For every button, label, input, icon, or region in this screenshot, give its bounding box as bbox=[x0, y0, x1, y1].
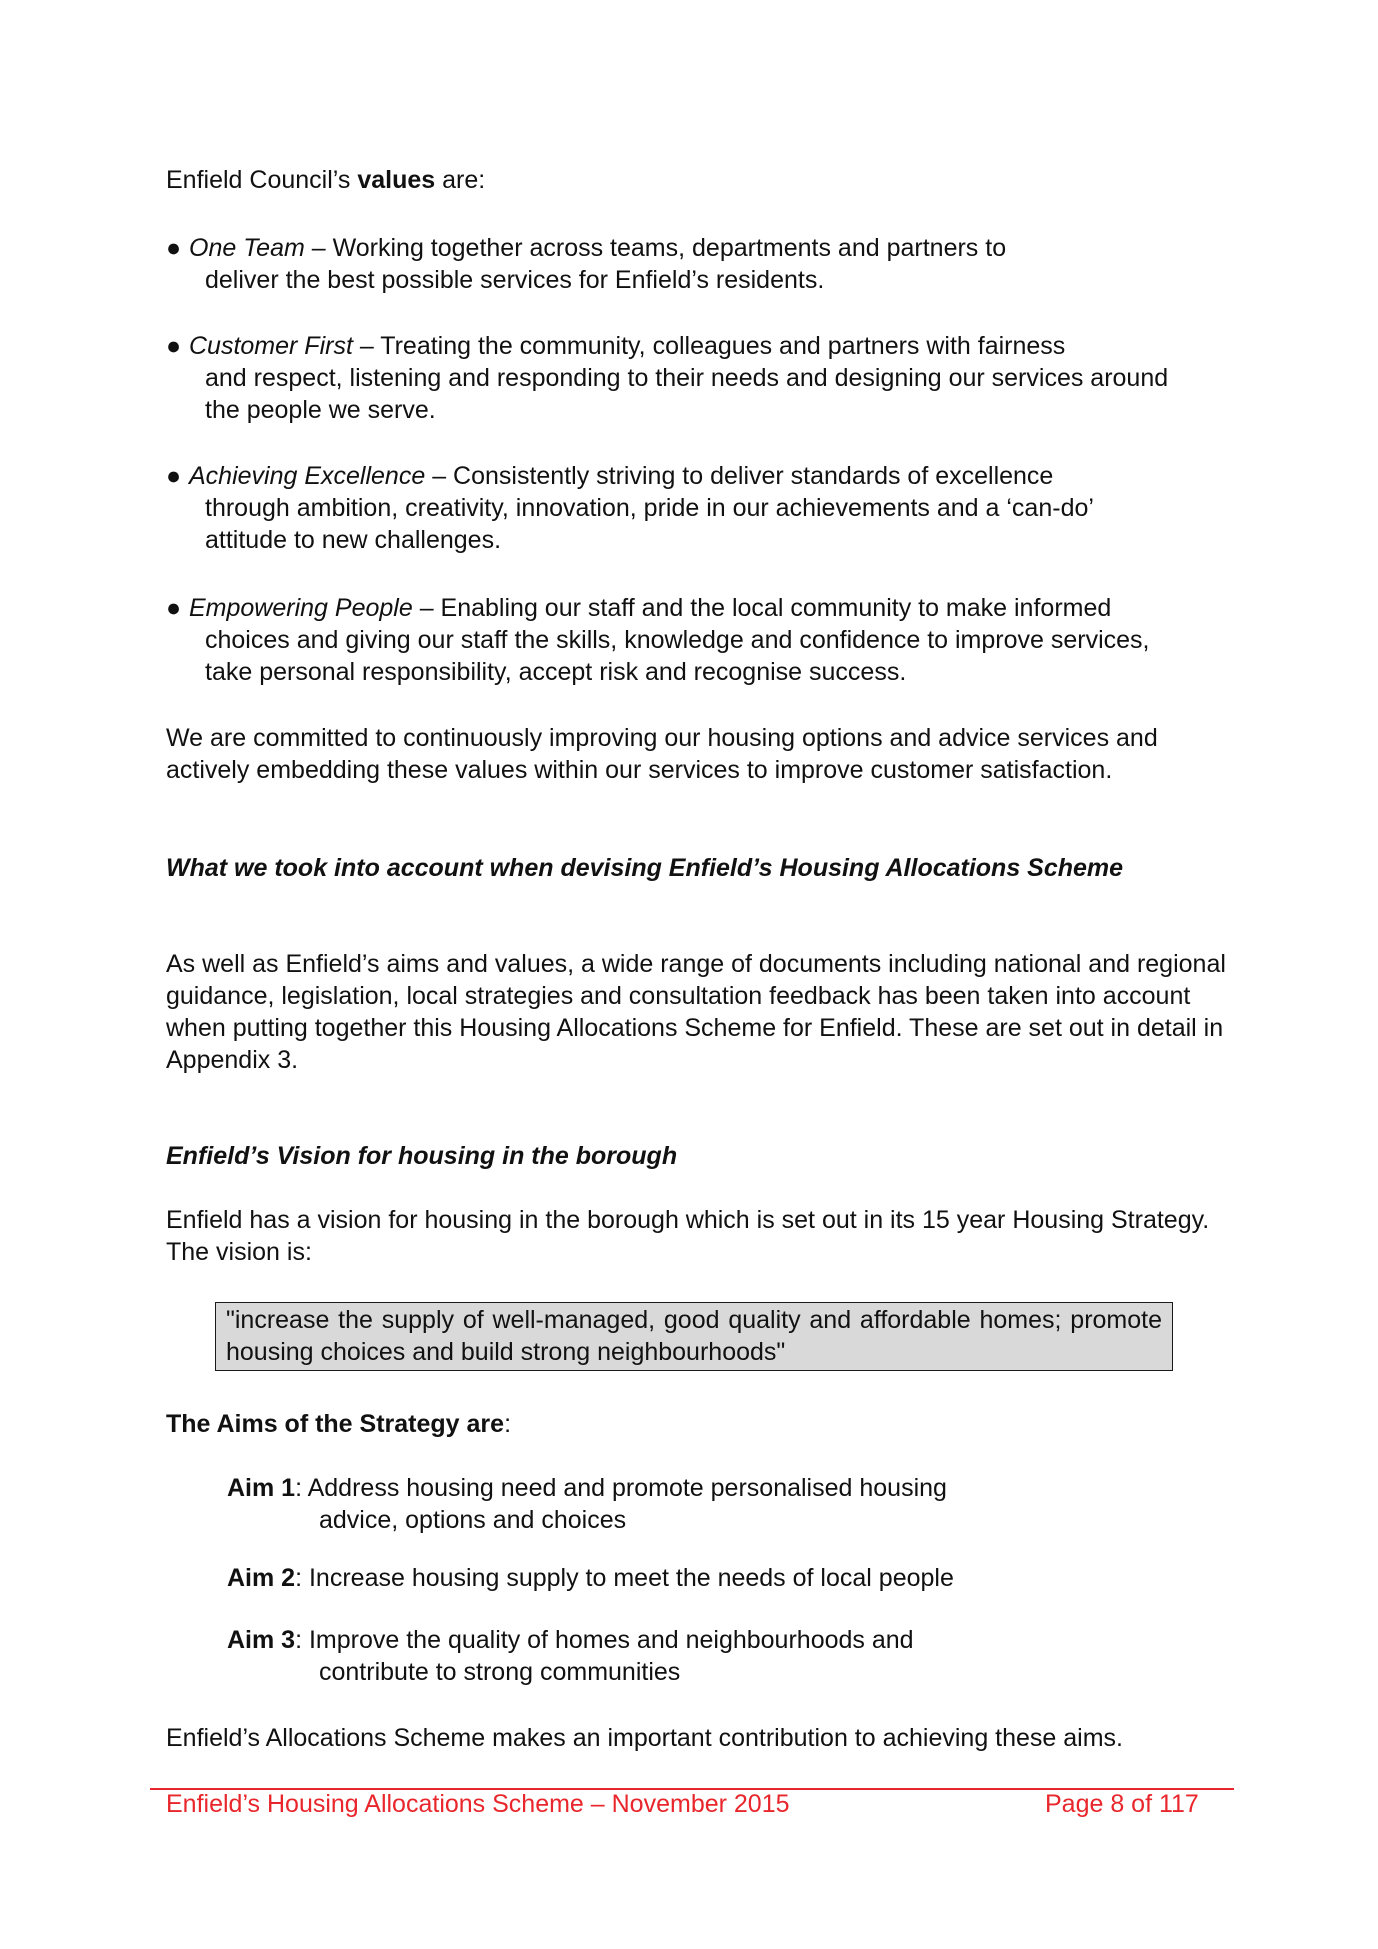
value-item-achieving-excellence bbox=[166, 460, 1226, 556]
aim-continuation: contribute to strong communities bbox=[319, 1658, 681, 1686]
values-intro bbox=[166, 164, 1226, 196]
value-item-customer-first bbox=[166, 330, 1226, 426]
value-title: One Team bbox=[189, 234, 305, 262]
value-title: Empowering People bbox=[189, 594, 413, 622]
aim-label: Aim 2 bbox=[227, 1564, 296, 1592]
aim-item-1 bbox=[227, 1472, 1127, 1536]
value-description: and respect, listening and responding to their needs and designing our services around the people we serve. bbox=[205, 364, 1169, 424]
aims-heading-bold: The Aims of the Strategy are bbox=[166, 1410, 505, 1438]
aims-heading-colon: : bbox=[504, 1410, 512, 1438]
value-description: deliver the best possible services for Enfield’s residents. bbox=[205, 266, 825, 294]
aim-item-3 bbox=[227, 1624, 1127, 1688]
value-first-line: – Consistently striving to deliver standards of excellence bbox=[425, 462, 1054, 490]
aim-continuation: advice, options and choices bbox=[319, 1506, 627, 1534]
vision-quote-text: "increase the supply of well-managed, good quality and affordable homes; promote housing choices and build strong neighbourhoods" bbox=[226, 1306, 1162, 1366]
bullet-icon: ● bbox=[166, 462, 182, 490]
aims-heading bbox=[166, 1408, 1226, 1440]
aim-label: Aim 3 bbox=[227, 1626, 296, 1654]
bullet-icon: ● bbox=[166, 594, 182, 622]
bullet-icon: ● bbox=[166, 234, 182, 262]
section-body-vision: Enfield has a vision for housing in the borough which is set out in its 15 year Housing Strategy. The vision is: bbox=[166, 1206, 1210, 1266]
section-heading-vision: Enfield’s Vision for housing in the borough bbox=[166, 1142, 678, 1170]
aim-first-line: : Increase housing supply to meet the needs of local people bbox=[295, 1564, 954, 1592]
values-intro-bold: values bbox=[357, 166, 436, 194]
aim-first-line: : Address housing need and promote personalised housing bbox=[295, 1474, 947, 1502]
footer-document-title: Enfield’s Housing Allocations Scheme – November 2015 bbox=[166, 1790, 790, 1818]
value-first-line: – Enabling our staff and the local community to make informed bbox=[412, 594, 1112, 622]
value-item-empowering-people bbox=[166, 592, 1226, 688]
value-description: through ambition, creativity, innovation, pride in our achievements and a ‘can-do’ attitude to new challenges. bbox=[205, 494, 1094, 554]
values-intro-after: are: bbox=[435, 166, 486, 194]
value-title: Customer First bbox=[189, 332, 353, 360]
aim-label: Aim 1 bbox=[227, 1474, 296, 1502]
value-item-one-team bbox=[166, 232, 1226, 296]
aim-first-line: : Improve the quality of homes and neighbourhoods and bbox=[295, 1626, 914, 1654]
aim-item-2 bbox=[227, 1562, 1127, 1594]
value-description: choices and giving our staff the skills, knowledge and confidence to improve services, take personal responsibility, accept risk and recognise success. bbox=[205, 626, 1150, 686]
value-first-line: – Working together across teams, departments and partners to bbox=[304, 234, 1007, 262]
vision-quote-box bbox=[215, 1302, 1173, 1371]
commitment-paragraph: We are committed to continuously improving our housing options and advice services and actively embedding these values within our services to improve customer satisfaction. bbox=[166, 724, 1158, 784]
section-heading-what-we-took-into-account: What we took into account when devising Enfield’s Housing Allocations Scheme bbox=[166, 854, 1124, 882]
bullet-icon: ● bbox=[166, 332, 182, 360]
value-first-line: – Treating the community, colleagues and partners with fairness bbox=[352, 332, 1066, 360]
value-title: Achieving Excellence bbox=[189, 462, 426, 490]
values-intro-before: Enfield Council’s bbox=[166, 166, 358, 194]
section-body-what-we-took-into-account: As well as Enfield’s aims and values, a wide range of documents including national and regional guidance, legislation, local strategies and consultation feedback has been taken into account when putting together this Housing Allocations Scheme for Enfield. These are set out in detail in Appendix 3. bbox=[166, 950, 1226, 1074]
footer-page-number: Page 8 of 117 bbox=[1045, 1790, 1199, 1818]
closing-paragraph: Enfield’s Allocations Scheme makes an important contribution to achieving these aims. bbox=[166, 1724, 1123, 1752]
